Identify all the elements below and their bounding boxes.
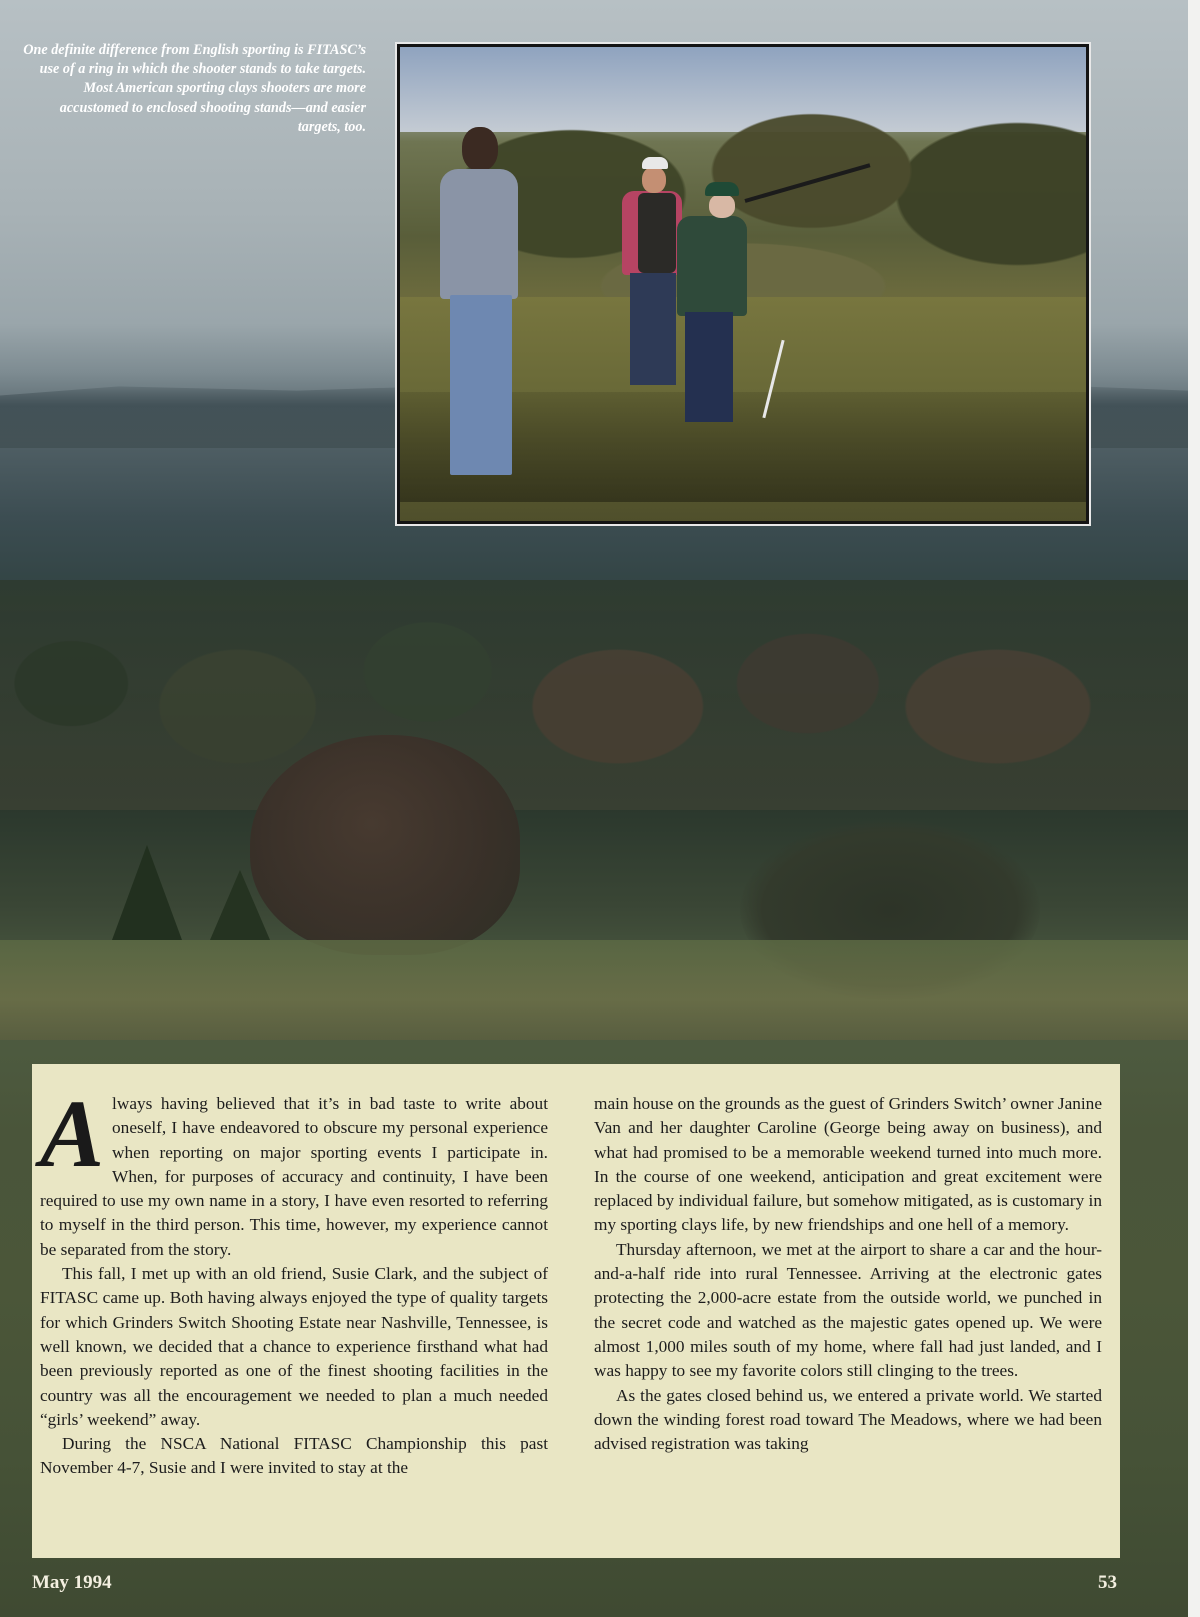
autumn-treeline bbox=[0, 580, 1188, 810]
article-paragraph: Always having believed that it’s in bad taste to write about oneself, I have endeavored to obscure my personal experience when reporting on major sporting events I participate in. When, for purposes of accuracy and continuity, I have been required to use my own name in a story, I have even resorted to referring to myself in the third person. This time, however, my experience cannot be separated from the story. bbox=[40, 1080, 548, 1259]
photo-caption: One definite difference from English sporting is FITASC’s use of a ring in which the shooter stands to take targets. Most American sporting clays shooters are more accustomed to enclosed shooting stands—and easier targets, too. bbox=[23, 42, 366, 135]
foreground-tree bbox=[250, 735, 520, 955]
article-paragraph: As the gates closed behind us, we entered a private world. We started down the winding forest road toward The Meadows, where we had been advised registration was taking bbox=[594, 1385, 1102, 1454]
article-paragraph: Thursday afternoon, we met at the airport to share a car and the hour-and-a-half ride into rural Tennessee. Arriving at the electronic gates protecting the 2,000-acre estate from the outside world, we punched in the secret code and watched as the majestic gates opened up. We were almost 1,000 miles south of my home, where fall had just landed, and I was happy to see my favorite colors still clinging to the trees. bbox=[594, 1239, 1102, 1381]
page-number: 53 bbox=[1098, 1572, 1117, 1593]
pine-tree bbox=[112, 845, 182, 940]
article-text-box bbox=[32, 1064, 1120, 1558]
meadow bbox=[0, 940, 1188, 1040]
article-paragraph: This fall, I met up with an old friend, Susie Clark, and the subject of FITASC came up. Both having always enjoyed the type of quality targets for which Grinders Switch Shooting Estate near Nashville, Tennessee, is well known, we decided that a chance to experience firsthand what had been previously reported as one of the finest shooting facilities in the country was all the encouragement we needed to plan a much needed “girls’ weekend” away. bbox=[40, 1264, 548, 1429]
issue-date: May 1994 bbox=[32, 1572, 112, 1593]
article-paragraph: main house on the grounds as the guest of Grinders Switch’ owner Janine Van and her daughter Caroline (George being away on business), and what had promised to be a memorable weekend turned into much more. In the course of one weekend, anticipation and great excitement were replaced by individual failure, but somehow mitigated, as is customary in my sporting clays life, by new friendships and one hell of a memory. bbox=[594, 1094, 1102, 1235]
article-paragraph: During the NSCA National FITASC Championship this past November 4-7, Susie and I were invited to stay at the bbox=[40, 1434, 548, 1478]
article-column-left bbox=[40, 1080, 548, 1481]
drop-cap: A bbox=[40, 1080, 105, 1187]
shooter-figure bbox=[675, 182, 815, 442]
article-column-right bbox=[594, 1092, 1102, 1456]
inset-photo-shooters bbox=[397, 44, 1089, 524]
standing-man-figure bbox=[430, 127, 530, 497]
page-edge bbox=[1188, 0, 1200, 1617]
